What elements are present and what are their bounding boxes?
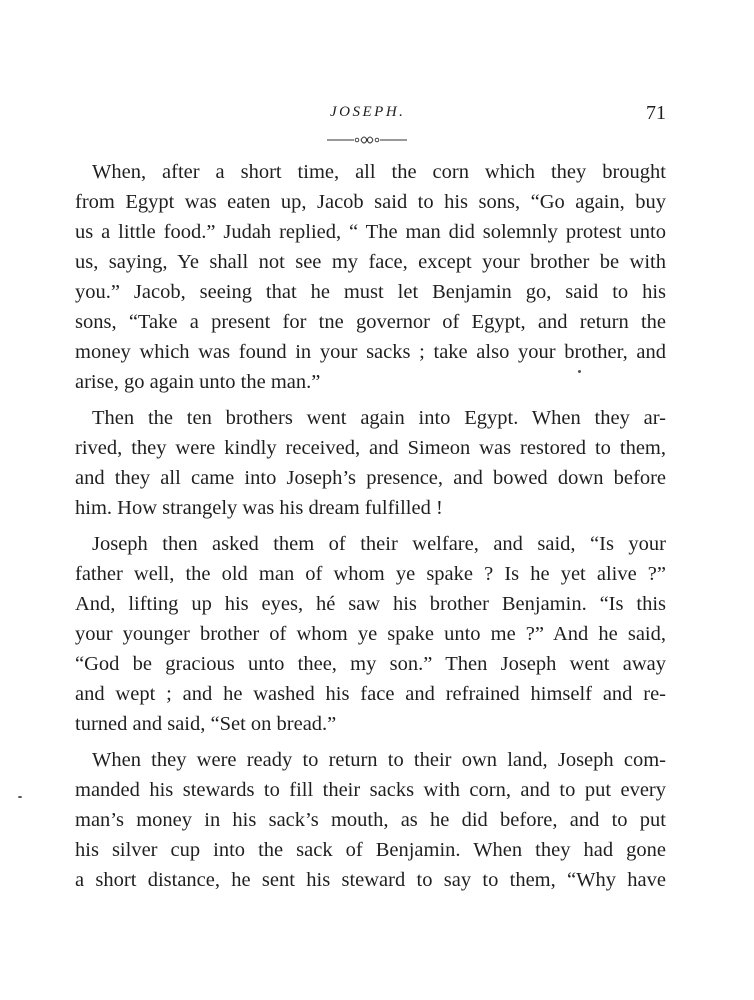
text-line: and wept ; and he washed his face and refrained himself and re- — [75, 683, 666, 705]
text-line: turned and said, “Set on bread.” — [75, 713, 337, 735]
text-line: your younger brother of whom ye spake unto me ?” And he said, — [75, 623, 666, 645]
paper-speck — [18, 796, 22, 798]
text-line: “God be gracious unto thee, my son.” Then Joseph went away — [75, 653, 666, 675]
text-line: money which was found in your sacks ; take also your brother, and — [75, 341, 666, 363]
text-line: When, after a short time, all the corn which they brought — [92, 161, 666, 183]
paragraph — [75, 745, 666, 895]
body-text — [75, 157, 666, 901]
text-line: and they all came into Joseph’s presence, and bowed down before — [75, 467, 666, 489]
text-line: sons, “Take a present for tne governor of Egypt, and return the — [75, 311, 666, 333]
paper-speck — [578, 370, 581, 373]
page-number: 71 — [646, 102, 666, 124]
text-line: man’s money in his sack’s mouth, as he did before, and to put — [75, 809, 666, 831]
paragraph — [75, 157, 666, 397]
text-line: us a little food.” Judah replied, “ The man did solemnly protest unto — [75, 221, 666, 243]
text-line: Joseph then asked them of their welfare, and said, “Is your — [92, 533, 666, 555]
text-line: arise, go again unto the man.” — [75, 371, 321, 393]
text-line: father well, the old man of whom ye spake ? Is he yet alive ?” — [75, 563, 666, 585]
text-line: from Egypt was eaten up, Jacob said to his sons, “Go again, buy — [75, 191, 666, 213]
text-line: him. How strangely was his dream fulfilled ! — [75, 497, 443, 519]
text-line: you.” Jacob, seeing that he must let Benjamin go, said to his — [75, 281, 666, 303]
running-head — [0, 104, 754, 128]
decorative-rule-icon — [327, 133, 407, 147]
paragraph — [75, 529, 666, 739]
paragraph — [75, 403, 666, 523]
text-line: And, lifting up his eyes, hé saw his brother Benjamin. “Is this — [75, 593, 666, 615]
text-line: rived, they were kindly received, and Simeon was restored to them, — [75, 437, 666, 459]
text-line: us, saying, Ye shall not see my face, except your brother be with — [75, 251, 666, 273]
text-line: manded his stewards to fill their sacks with corn, and to put every — [75, 779, 666, 801]
text-line: Then the ten brothers went again into Egypt. When they ar- — [92, 407, 666, 429]
text-line: When they were ready to return to their own land, Joseph com- — [92, 749, 666, 771]
running-title: JOSEPH. — [330, 104, 406, 120]
text-line: his silver cup into the sack of Benjamin. When they had gone — [75, 839, 666, 861]
text-line: a short distance, he sent his steward to say to them, “Why have — [75, 869, 666, 891]
